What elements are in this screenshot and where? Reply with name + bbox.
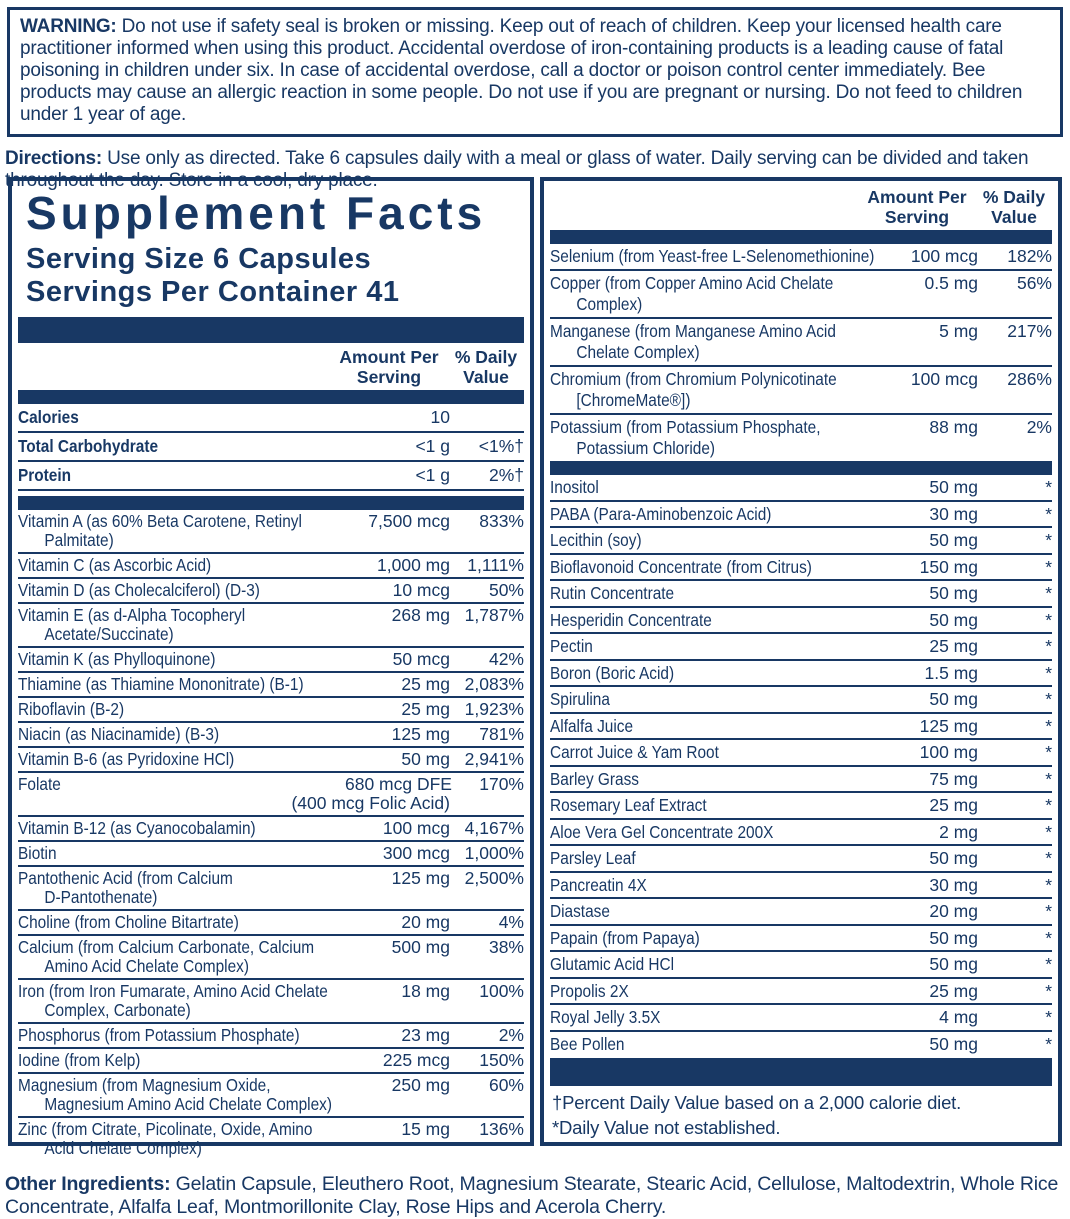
ingredient-name: [18, 700, 306, 719]
table-row: [18, 867, 524, 911]
ingredient-name: [550, 663, 834, 684]
ingredient-name-line1: Niacin (as Niacinamide) (B-3): [18, 724, 220, 744]
ingredient-amount: 100 mcg: [382, 818, 450, 838]
ingredient-name-line2: Complex): [576, 294, 643, 314]
ingredient-name-line1: Hesperidin Concentrate: [550, 609, 712, 630]
ingredient-name-line1: Folate: [18, 774, 61, 794]
ingredient-amount: 10: [430, 407, 450, 427]
ingredient-amount: 250 mg: [391, 1075, 450, 1095]
ingredient-name: [550, 795, 834, 816]
ingredient-daily-value: 56%: [1016, 273, 1052, 293]
ingredient-name-line2: Complex, Carbonate): [44, 1000, 191, 1020]
ingredient-daily-value: *: [1045, 980, 1052, 1001]
ingredient-name: [18, 819, 306, 838]
ingredient-name: [18, 406, 306, 429]
ingredient-amount: 50 mg: [929, 1033, 978, 1054]
ingredient-daily-value: 60%: [488, 1075, 524, 1095]
ingredient-amount: 4 mg: [939, 1007, 978, 1027]
table-row: [550, 846, 1052, 873]
ingredient-name: [18, 1026, 306, 1045]
divider-bar: [18, 317, 524, 343]
table-row: [550, 555, 1052, 582]
supplement-facts-panel-left: [8, 177, 534, 1158]
daily-value-header: % Daily Value: [982, 187, 1046, 227]
other-ingredients-text: Gelatin Capsule, Eleuthero Root, Magnesium Stearate, Stearic Acid, Cellulose, Maltodextrin, Whole Rice Concentrate, Alfalfa Leaf, Montmorillonite Clay, Rose Hips and Acerola Cherry.: [5, 1172, 1059, 1218]
table-row: [550, 952, 1052, 979]
table-row: [550, 687, 1052, 714]
ingredient-amount: 7,500 mcg: [368, 511, 450, 531]
ingredient-daily-value: 1,923%: [464, 699, 524, 719]
table-row: [550, 319, 1052, 367]
ingredient-daily-value: *: [1045, 821, 1052, 842]
ingredient-name-line1: Vitamin D (as Cholecalciferol) (D-3): [18, 580, 260, 600]
ingredient-daily-value: *: [1045, 477, 1052, 497]
ingredient-name-line1: Royal Jelly 3.5X: [550, 1007, 661, 1027]
ingredient-amount: 20 mg: [929, 901, 978, 921]
column-headers: [18, 343, 524, 390]
footnote-not-established: *Daily Value not established.: [552, 1117, 781, 1138]
serving-size: Serving Size 6 Capsules: [26, 243, 372, 275]
table-row: [18, 1024, 524, 1049]
ingredient-name: [550, 369, 837, 411]
ingredient-name: [18, 556, 306, 575]
ingredient-amount: 225 mcg: [382, 1050, 450, 1070]
table-row: [18, 510, 524, 554]
ingredient-name: [18, 913, 306, 932]
ingredient-name-line1: Parsley Leaf: [550, 848, 636, 868]
ingredient-daily-value: *: [1045, 954, 1052, 974]
daily-value-header: % Daily Value: [454, 347, 518, 387]
table-row: [18, 773, 524, 817]
ingredient-daily-value: 1,111%: [467, 555, 524, 575]
ingredient-amount: 25 mg: [929, 980, 978, 1001]
table-row: [18, 673, 524, 698]
ingredient-amount: 50 mg: [929, 609, 978, 630]
ingredient-daily-value: *: [1045, 874, 1052, 895]
ingredient-amount: 23 mg: [401, 1025, 450, 1045]
ingredient-daily-value: *: [1045, 1007, 1052, 1027]
ingredient-amount: 5 mg: [939, 321, 978, 341]
ingredient-amount: 25 mg: [401, 674, 450, 694]
ingredient-name: [550, 848, 834, 869]
ingredient-name: [18, 435, 306, 458]
table-row: [18, 604, 524, 648]
ingredient-daily-value: *: [1045, 848, 1052, 868]
ingredient-amount: 100 mcg: [910, 369, 978, 389]
ingredient-amount: 1,000 mg: [377, 555, 450, 575]
ingredient-name-line1: Bioflavonoid Concentrate (from Citrus): [550, 556, 812, 577]
ingredient-amount: 125 mg: [391, 724, 450, 744]
table-row: [18, 842, 524, 867]
ingredient-name-line1: Potassium (from Potassium Phosphate,: [550, 417, 821, 437]
table-row: [18, 648, 524, 673]
directions-text: Use only as directed. Take 6 capsules daily with a meal or glass of water. Daily serving can be divided and taken throughout the day. Store in a cool, dry place.: [5, 148, 1029, 191]
ingredient-daily-value: 50%: [488, 580, 524, 600]
ingredient-name-line1: PABA (Para-Aminobenzoic Acid): [550, 503, 772, 524]
ingredient-name-line1: Pantothenic Acid (from Calcium: [18, 868, 233, 888]
ingredient-daily-value: *: [1045, 689, 1052, 709]
divider-bar: [18, 390, 524, 404]
table-row: [550, 661, 1052, 688]
table-row: [550, 714, 1052, 741]
ingredient-name-line1: Vitamin A (as 60% Beta Carotene, Retinyl: [18, 511, 302, 531]
table-row: [18, 911, 524, 936]
ingredient-name-line1: Lecithin (soy): [550, 530, 642, 550]
ingredient-daily-value: 286%: [1007, 369, 1052, 389]
ingredient-amount: 88 mg: [929, 417, 978, 437]
ingredient-daily-value: 2%†: [488, 465, 524, 485]
ingredient-name: [550, 636, 834, 657]
ingredient-name: [18, 606, 306, 644]
ingredient-name-line1: Rutin Concentrate: [550, 583, 675, 603]
ingredient-name: [18, 464, 306, 487]
amount-per-serving-header: Amount Per Serving: [867, 187, 967, 227]
ingredient-name: [550, 477, 834, 498]
ingredient-amount: 125 mg: [391, 868, 450, 888]
table-row: [550, 415, 1052, 461]
other-ingredients: [5, 1173, 1067, 1219]
ingredient-name-line1: Iron (from Iron Fumarate, Amino Acid Chelate: [18, 981, 328, 1001]
ingredient-name-line2: Palmitate): [44, 530, 114, 550]
ingredient-daily-value: *: [1045, 795, 1052, 815]
ingredient-daily-value: *: [1045, 636, 1052, 656]
ingredient-name-line2: Amino Acid Chelate Complex): [44, 956, 249, 976]
ingredient-daily-value: 38%: [488, 937, 524, 957]
ingredient-name-line2: [ChromeMate®]): [576, 390, 691, 410]
ingredient-name-line1: Chromium (from Chromium Polynicotinate: [550, 369, 837, 389]
ingredient-name-line1: Bee Pollen: [550, 1033, 625, 1054]
ingredient-amount: 18 mg: [401, 981, 450, 1001]
table-row: [18, 936, 524, 980]
ingredient-name-line1: Thiamine (as Thiamine Mononitrate) (B-1): [18, 674, 304, 694]
table-row: [18, 1074, 524, 1118]
ingredient-name: [550, 557, 834, 578]
ingredient-daily-value: 4%: [498, 912, 524, 932]
ingredient-name-line2: Magnesium Amino Acid Chelate Complex): [44, 1094, 333, 1114]
ingredient-amount: 1.5 mg: [924, 662, 978, 683]
ingredient-name-line1: Aloe Vera Gel Concentrate 200X: [550, 821, 774, 842]
table-row: [550, 979, 1052, 1006]
ingredient-amount: 268 mg: [391, 605, 450, 625]
ingredient-name-line2: D-Pantothenate): [44, 887, 158, 907]
ingredient-name: [550, 981, 834, 1002]
ingredient-name-line1: Vitamin K (as Phylloquinone): [18, 649, 216, 669]
divider-bar: [550, 1058, 1052, 1086]
ingredient-amount-secondary: (400 mcg Folic Acid): [291, 793, 450, 813]
table-row: [18, 980, 524, 1024]
ingredient-name-line1: Iodine (from Kelp): [18, 1050, 141, 1070]
warning-label: WARNING:: [20, 16, 117, 37]
trace-mineral-table: [550, 244, 1052, 461]
ingredient-name-line1: Vitamin B-12 (as Cyanocobalamin): [18, 818, 256, 838]
ingredient-name: [18, 750, 306, 769]
ingredient-name: [550, 928, 834, 949]
ingredient-name-line1: Barley Grass: [550, 768, 640, 789]
ingredient-amount: 15 mg: [401, 1119, 450, 1139]
ingredient-amount: 0.5 mg: [924, 273, 978, 293]
ingredient-name-line1: Copper (from Copper Amino Acid Chelate: [550, 273, 834, 293]
ingredient-daily-value: 2,941%: [464, 749, 524, 769]
ingredient-daily-value: 1,787%: [464, 605, 524, 625]
ingredient-daily-value: 182%: [1007, 246, 1052, 266]
ingredient-name-line1: Vitamin E (as d-Alpha Tocopheryl: [18, 605, 246, 625]
ingredient-daily-value: *: [1045, 503, 1052, 524]
ingredient-name-line1: Riboflavin (B-2): [18, 699, 125, 719]
ingredient-name: [550, 273, 834, 315]
ingredient-daily-value: *: [1045, 1033, 1052, 1054]
ingredient-amount: 300 mcg: [382, 843, 450, 863]
ingredient-name-line1: Choline (from Choline Bitartrate): [18, 912, 239, 932]
ingredient-name-line1: Protein: [18, 465, 72, 485]
ingredient-daily-value: 150%: [479, 1050, 524, 1070]
macro-nutrient-table: [18, 404, 524, 491]
other-ingredients-label: Other Ingredients:: [5, 1172, 171, 1195]
ingredient-name: [550, 1007, 834, 1028]
ingredient-name-line1: Glutamic Acid HCl: [550, 954, 675, 974]
table-row: [550, 873, 1052, 900]
ingredient-name-line2: Potassium Chloride): [576, 438, 716, 458]
ingredient-daily-value: 2%: [1026, 417, 1052, 437]
table-row: [550, 634, 1052, 661]
ingredient-amount: 25 mg: [401, 699, 450, 719]
table-row: [550, 528, 1052, 555]
divider-bar: [550, 230, 1052, 244]
ingredient-daily-value: 781%: [479, 724, 524, 744]
ingredient-name-line1: Pectin: [550, 636, 593, 656]
ingredient-name: [550, 417, 834, 459]
ingredient-name: [18, 981, 328, 1020]
ingredient-daily-value: *: [1045, 583, 1052, 603]
ingredient-amount: 50 mg: [929, 954, 978, 974]
ingredient-daily-value: *: [1045, 927, 1052, 948]
ingredient-daily-value: 170%: [479, 774, 524, 794]
ingredient-name-line1: Magnesium (from Magnesium Oxide,: [18, 1075, 271, 1095]
ingredient-name: [18, 650, 306, 669]
ingredient-daily-value: *: [1045, 530, 1052, 550]
ingredient-daily-value: *: [1045, 715, 1052, 736]
ingredient-daily-value: *: [1045, 662, 1052, 683]
vitamin-mineral-table: [18, 510, 524, 1160]
ingredient-name: [550, 901, 834, 922]
ingredient-name: [18, 937, 315, 976]
table-row: [18, 433, 524, 462]
ingredient-name: [550, 321, 834, 363]
ingredient-name-line1: Diastase: [550, 901, 610, 921]
table-row: [550, 475, 1052, 502]
table-row: [550, 793, 1052, 820]
ingredient-amount: 30 mg: [929, 874, 978, 895]
ingredient-name-line1: Zinc (from Citrate, Picolinate, Oxide, Amino: [18, 1119, 313, 1139]
ingredient-name-line1: Alfalfa Juice: [550, 715, 634, 736]
ingredient-name: [18, 512, 306, 550]
ingredient-amount: 50 mg: [929, 927, 978, 948]
botanical-table: [550, 475, 1052, 1056]
ingredient-daily-value: *: [1045, 609, 1052, 630]
table-row: [550, 926, 1052, 953]
ingredient-name: [18, 1075, 333, 1114]
ingredient-name: [550, 246, 875, 267]
table-row: [550, 244, 1052, 271]
ingredient-name-line1: Carrot Juice & Yam Root: [550, 742, 719, 762]
ingredient-name-line2: Chelate Complex): [576, 342, 700, 362]
table-row: [18, 1049, 524, 1074]
ingredient-daily-value: 1,000%: [464, 843, 524, 863]
column-headers: [550, 183, 1052, 230]
table-row: [550, 1032, 1052, 1057]
ingredient-amount: 50 mg: [929, 530, 978, 550]
amount-per-serving-header: Amount Per Serving: [339, 347, 439, 387]
table-row: [18, 404, 524, 433]
ingredient-amount: 10 mcg: [392, 580, 450, 600]
ingredient-amount: 50 mg: [929, 689, 978, 709]
table-row: [550, 502, 1052, 529]
ingredient-name: [18, 775, 306, 794]
ingredient-daily-value: *: [1045, 768, 1052, 789]
table-row: [18, 698, 524, 723]
table-row: [550, 820, 1052, 847]
table-row: [550, 608, 1052, 635]
table-row: [18, 748, 524, 773]
ingredient-name: [18, 844, 306, 863]
ingredient-daily-value: 2,500%: [464, 868, 524, 888]
ingredient-amount: <1 g: [415, 436, 450, 456]
ingredient-name-line2: Acetate/Succinate): [44, 624, 174, 644]
ingredient-daily-value: 42%: [488, 649, 524, 669]
ingredient-daily-value: *: [1045, 901, 1052, 921]
table-row: [550, 271, 1052, 319]
footnote-daily-value: †Percent Daily Value based on a 2,000 calorie diet.: [552, 1092, 962, 1113]
ingredient-daily-value: 833%: [479, 511, 524, 531]
ingredient-name: [550, 504, 834, 525]
divider-bar: [550, 461, 1052, 475]
ingredient-name-line1: Selenium (from Yeast-free L-Selenomethionine): [550, 246, 875, 266]
ingredient-name-line1: Boron (Boric Acid): [550, 662, 675, 683]
warning-text: Do not use if safety seal is broken or missing. Keep out of reach of children. Keep your licensed health care practitioner informed when using this product. Accidental overdose of iron-containing products is a leading cause of fatal poisoning in children under six. In case of accidental overdose, call a doctor or poison control center immediately. Bee products may cause an allergic reaction in some people. Do not use if you are pregnant or nursing. Do not feed to children under 1 year of age.: [20, 16, 1023, 125]
ingredient-name: [550, 530, 834, 551]
divider-bar: [18, 496, 524, 510]
ingredient-name: [18, 1119, 313, 1158]
ingredient-amount: 50 mg: [929, 583, 978, 603]
table-row: [550, 367, 1052, 415]
supplement-facts-panel-right: [540, 177, 1062, 1146]
ingredient-daily-value: 136%: [479, 1119, 524, 1139]
ingredient-name: [550, 583, 834, 604]
ingredient-name-line1: Total Carbohydrate: [18, 436, 159, 456]
ingredient-daily-value: 2%: [498, 1025, 524, 1045]
directions-label: Directions:: [5, 148, 103, 169]
ingredient-amount: 100 mg: [919, 742, 978, 762]
table-row: [18, 1118, 524, 1160]
ingredient-name-line1: Calories: [18, 407, 79, 427]
ingredient-name: [550, 1034, 834, 1055]
ingredient-amount: 680 mcg DFE: [345, 774, 452, 794]
ingredient-amount: 50 mg: [401, 749, 450, 769]
table-row: [550, 899, 1052, 926]
ingredient-amount: 30 mg: [929, 503, 978, 524]
ingredient-amount: <1 g: [415, 465, 450, 485]
ingredient-name: [550, 954, 834, 975]
ingredient-name-line1: Rosemary Leaf Extract: [550, 795, 707, 815]
ingredient-amount: 2 mg: [939, 821, 978, 842]
ingredient-amount: 25 mg: [929, 636, 978, 656]
ingredient-name-line1: Manganese (from Manganese Amino Acid: [550, 321, 836, 341]
table-row: [550, 581, 1052, 608]
ingredient-name-line1: Phosphorus (from Potassium Phosphate): [18, 1025, 300, 1045]
ingredient-name: [550, 610, 834, 631]
ingredient-daily-value: 4,167%: [464, 818, 524, 838]
ingredient-name: [550, 769, 834, 790]
ingredient-name-line1: Vitamin C (as Ascorbic Acid): [18, 555, 212, 575]
ingredient-daily-value: 100%: [479, 981, 524, 1001]
table-row: [550, 1005, 1052, 1032]
ingredient-name-line2: Acid Chelate Complex): [44, 1138, 202, 1158]
ingredient-name: [550, 875, 834, 896]
ingredient-daily-value: 217%: [1007, 321, 1052, 341]
ingredient-name: [18, 581, 306, 600]
ingredient-amount: 50 mcg: [392, 649, 450, 669]
ingredient-daily-value: *: [1045, 742, 1052, 762]
supplement-facts-title: Supplement Facts: [26, 187, 487, 239]
ingredient-amount: 50 mg: [929, 477, 978, 497]
ingredient-name-line1: Spirulina: [550, 689, 610, 709]
ingredient-amount: 100 mcg: [910, 246, 978, 266]
table-row: [18, 817, 524, 842]
ingredient-daily-value: 2,083%: [464, 674, 524, 694]
ingredient-daily-value: *: [1045, 556, 1052, 577]
ingredient-amount: 20 mg: [401, 912, 450, 932]
ingredient-name: [18, 675, 306, 694]
ingredient-name-line1: Inositol: [550, 477, 599, 497]
ingredient-name: [18, 1051, 306, 1070]
table-row: [18, 462, 524, 491]
ingredient-name: [550, 822, 834, 843]
table-row: [550, 740, 1052, 767]
ingredient-amount: 75 mg: [929, 768, 978, 789]
ingredient-name-line1: Biotin: [18, 843, 57, 863]
ingredient-amount: 500 mg: [391, 937, 450, 957]
ingredient-amount: 25 mg: [929, 795, 978, 815]
ingredient-name: [550, 716, 834, 737]
ingredient-amount: 50 mg: [929, 848, 978, 868]
ingredient-name: [550, 689, 834, 710]
table-row: [18, 554, 524, 579]
ingredient-name: [18, 725, 306, 744]
ingredient-name-line1: Propolis 2X: [550, 980, 629, 1001]
table-row: [18, 579, 524, 604]
warning-box: [7, 7, 1063, 137]
ingredient-daily-value: <1%†: [478, 436, 524, 456]
ingredient-name-line1: Calcium (from Calcium Carbonate, Calcium: [18, 937, 315, 957]
ingredient-name-line1: Pancreatin 4X: [550, 874, 647, 895]
ingredient-name: [18, 869, 306, 907]
ingredient-name: [550, 742, 834, 763]
ingredient-amount: 150 mg: [919, 556, 978, 577]
table-row: [18, 723, 524, 748]
servings-per-container: Servings Per Container 41: [26, 276, 400, 308]
ingredient-name-line1: Vitamin B-6 (as Pyridoxine HCl): [18, 749, 235, 769]
ingredient-amount: 125 mg: [919, 715, 978, 736]
table-row: [550, 767, 1052, 794]
ingredient-name-line1: Papain (from Papaya): [550, 927, 700, 948]
